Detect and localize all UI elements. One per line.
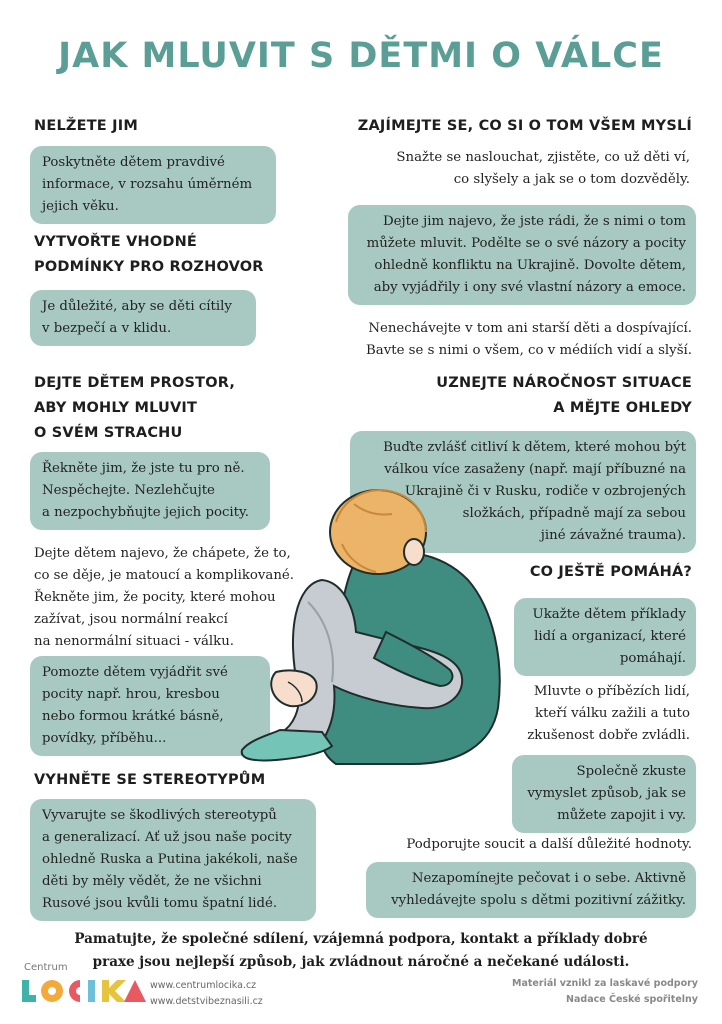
text-line: co se děje, je matoucí a komplikované. xyxy=(34,568,295,583)
text-line: aby vyjádřily i ony své vlastní názory a emoce. xyxy=(373,280,686,295)
text-line: Řekněte jim, že jste tu pro ně. xyxy=(42,461,245,476)
text-line: Poskytněte dětem pravdivé xyxy=(42,155,225,170)
text-starsi-deti xyxy=(332,318,692,362)
heading-zajimejte-se: ZAJÍMEJTE SE, CO SI O TOM VŠEM MYSLÍ xyxy=(357,118,692,134)
box-jste-tu-pro-ne xyxy=(30,452,270,530)
heading-uznejte xyxy=(436,371,692,421)
footer-credit xyxy=(512,976,698,1008)
heading-co-jeste-pomaha: CO JEŠTĚ POMÁHÁ? xyxy=(529,564,692,580)
footer-urls xyxy=(150,978,263,1010)
text-soucit: Podporujte soucit a další důležité hodnoty. xyxy=(406,837,692,852)
text-line: nebo formou krátké básně, xyxy=(42,709,224,724)
text-line: v bezpečí a v klidu. xyxy=(42,321,172,336)
text-line: Společně zkuste xyxy=(576,764,686,779)
heading-nelzete-jim: NELŽETE JIM xyxy=(34,118,138,134)
text-line: Snažte se naslouchat, zjistěte, co už děti ví, xyxy=(396,150,690,165)
page-title: JAK MLUVIT S DĚTMI O VÁLCE xyxy=(58,36,664,76)
box-pecovat xyxy=(366,862,696,918)
text-line: Ukrajině či v Rusku, rodiče v ozbrojených xyxy=(404,484,686,499)
text-line: povídky, příběhu... xyxy=(42,731,167,746)
heading-line: UZNEJTE NÁROČNOST SITUACE xyxy=(436,375,692,391)
text-line: Vyvarujte se škodlivých stereotypů xyxy=(42,808,277,823)
text-line: Buďte zvlášť citliví k dětem, které mohou být xyxy=(383,440,686,455)
text-line: Dejte jim najevo, že jste rádi, že s nimi o tom xyxy=(383,214,686,229)
text-line: můžete mluvit. Podělte se o své názory a pocity xyxy=(366,236,686,251)
box-pravdive-informace xyxy=(30,146,276,224)
text-line: jiné závažné trauma). xyxy=(540,528,686,543)
text-line: Pomozte dětem vyjádřit své xyxy=(42,665,228,680)
heading-vhodne-podminky xyxy=(34,230,264,280)
locika-logo xyxy=(22,962,146,1006)
text-line: informace, v rozsahu úměrném xyxy=(42,177,253,192)
heading-line: ABY MOHLY MLUVIT xyxy=(34,400,198,416)
heading-line: O SVÉM STRACHU xyxy=(34,425,183,441)
text-line: a nezpochybňujte jejich pocity. xyxy=(42,505,249,520)
text-line: složkách, případně mají za sebou xyxy=(462,506,686,521)
text-line: a generalizací. Ať už jsou naše pocity xyxy=(42,830,292,845)
heading-line: VYTVOŘTE VHODNÉ xyxy=(34,234,198,250)
heading-stereotypy: VYHNĚTE SE STEREOTYPŮM xyxy=(34,772,266,788)
text-naslouchat xyxy=(360,147,690,191)
text-line: válkou více zasaženy (např. mají příbuzné na xyxy=(384,462,686,477)
text-line: Mluvte o příbězích lidí, xyxy=(533,684,690,699)
text-line: Řekněte jim, že pocity, které mohou xyxy=(34,590,276,605)
logo-caption: Centrum xyxy=(24,962,68,973)
text-line: Ukažte dětem příklady xyxy=(532,607,686,622)
url-centrumlocika[interactable]: www.centrumlocika.cz xyxy=(150,980,257,991)
text-line: Nadace České spořitelny xyxy=(566,994,698,1005)
text-line: jejich věku. xyxy=(42,199,119,214)
text-line: Dejte dětem najevo, že chápete, že to, xyxy=(34,546,291,561)
text-line: děti by měly vědět, že ne všichni xyxy=(42,874,262,889)
text-line: vymyslet způsob, jak se xyxy=(527,786,686,801)
text-line: zažívat, jsou normální reakcí xyxy=(34,612,228,627)
text-line: pomáhají. xyxy=(619,651,686,666)
text-line: na nenormální situaci - válku. xyxy=(34,634,235,649)
box-vyjadrit-pocity xyxy=(30,656,270,756)
heading-line: A MĚJTE OHLEDY xyxy=(553,400,692,416)
text-line: Nenechávejte v tom ani starší děti a dospívající. xyxy=(368,321,692,336)
text-line: zkušenost dobře zvládli. xyxy=(527,728,690,743)
box-stereotypy xyxy=(30,799,316,921)
text-line: Je důležité, aby se děti cítily xyxy=(42,299,232,314)
text-line: Materiál vznikl za laskavé podpory xyxy=(512,978,698,989)
text-line: lidí a organizací, které xyxy=(534,629,686,644)
heading-line: PODMÍNKY PRO ROZHOVOR xyxy=(34,259,264,275)
text-line: Rusové jsou kvůli tomu špatní lidé. xyxy=(42,896,278,911)
text-line: vyhledávejte spolu s dětmi pozitivní zážitky. xyxy=(391,893,686,908)
url-detstvibeznasili[interactable]: www.detstvibeznasili.cz xyxy=(150,996,263,1007)
text-line: Nespěchejte. Nezlehčujte xyxy=(42,483,215,498)
text-line: kteří válku zažili a tuto xyxy=(535,706,690,721)
sad-child-illustration xyxy=(236,482,508,780)
text-line: můžete zapojit i vy. xyxy=(557,808,686,823)
box-najevo xyxy=(348,205,696,305)
text-line: ohledně konfliktu na Ukrajině. Dovolte dětem, xyxy=(374,258,686,273)
text-line: pocity např. hrou, kresbou xyxy=(42,687,220,702)
text-line: Nezapomínejte pečovat i o sebe. Aktivně xyxy=(411,871,686,886)
heading-prostor xyxy=(34,371,235,446)
text-line: Pamatujte, že společné sdílení, vzájemná podpora, kontakt a příklady dobré xyxy=(74,931,648,947)
box-priklady xyxy=(514,598,696,676)
logo-mark xyxy=(22,976,146,1004)
box-bezpeci xyxy=(30,290,256,346)
text-pribehy xyxy=(490,681,690,747)
text-line: Bavte se s nimi o všem, co v médiích vidí a slyší. xyxy=(366,343,692,358)
box-zapojit xyxy=(512,755,696,833)
text-line: ohledně Ruska a Putina jakékoli, naše xyxy=(42,852,298,867)
text-line: praxe jsou nejlepší způsob, jak zvládnout náročné a nečekané události. xyxy=(92,954,630,970)
text-line: co slyšely a jak se o tom dozvěděly. xyxy=(453,172,690,187)
heading-line: DEJTE DĚTEM PROSTOR, xyxy=(34,375,236,391)
